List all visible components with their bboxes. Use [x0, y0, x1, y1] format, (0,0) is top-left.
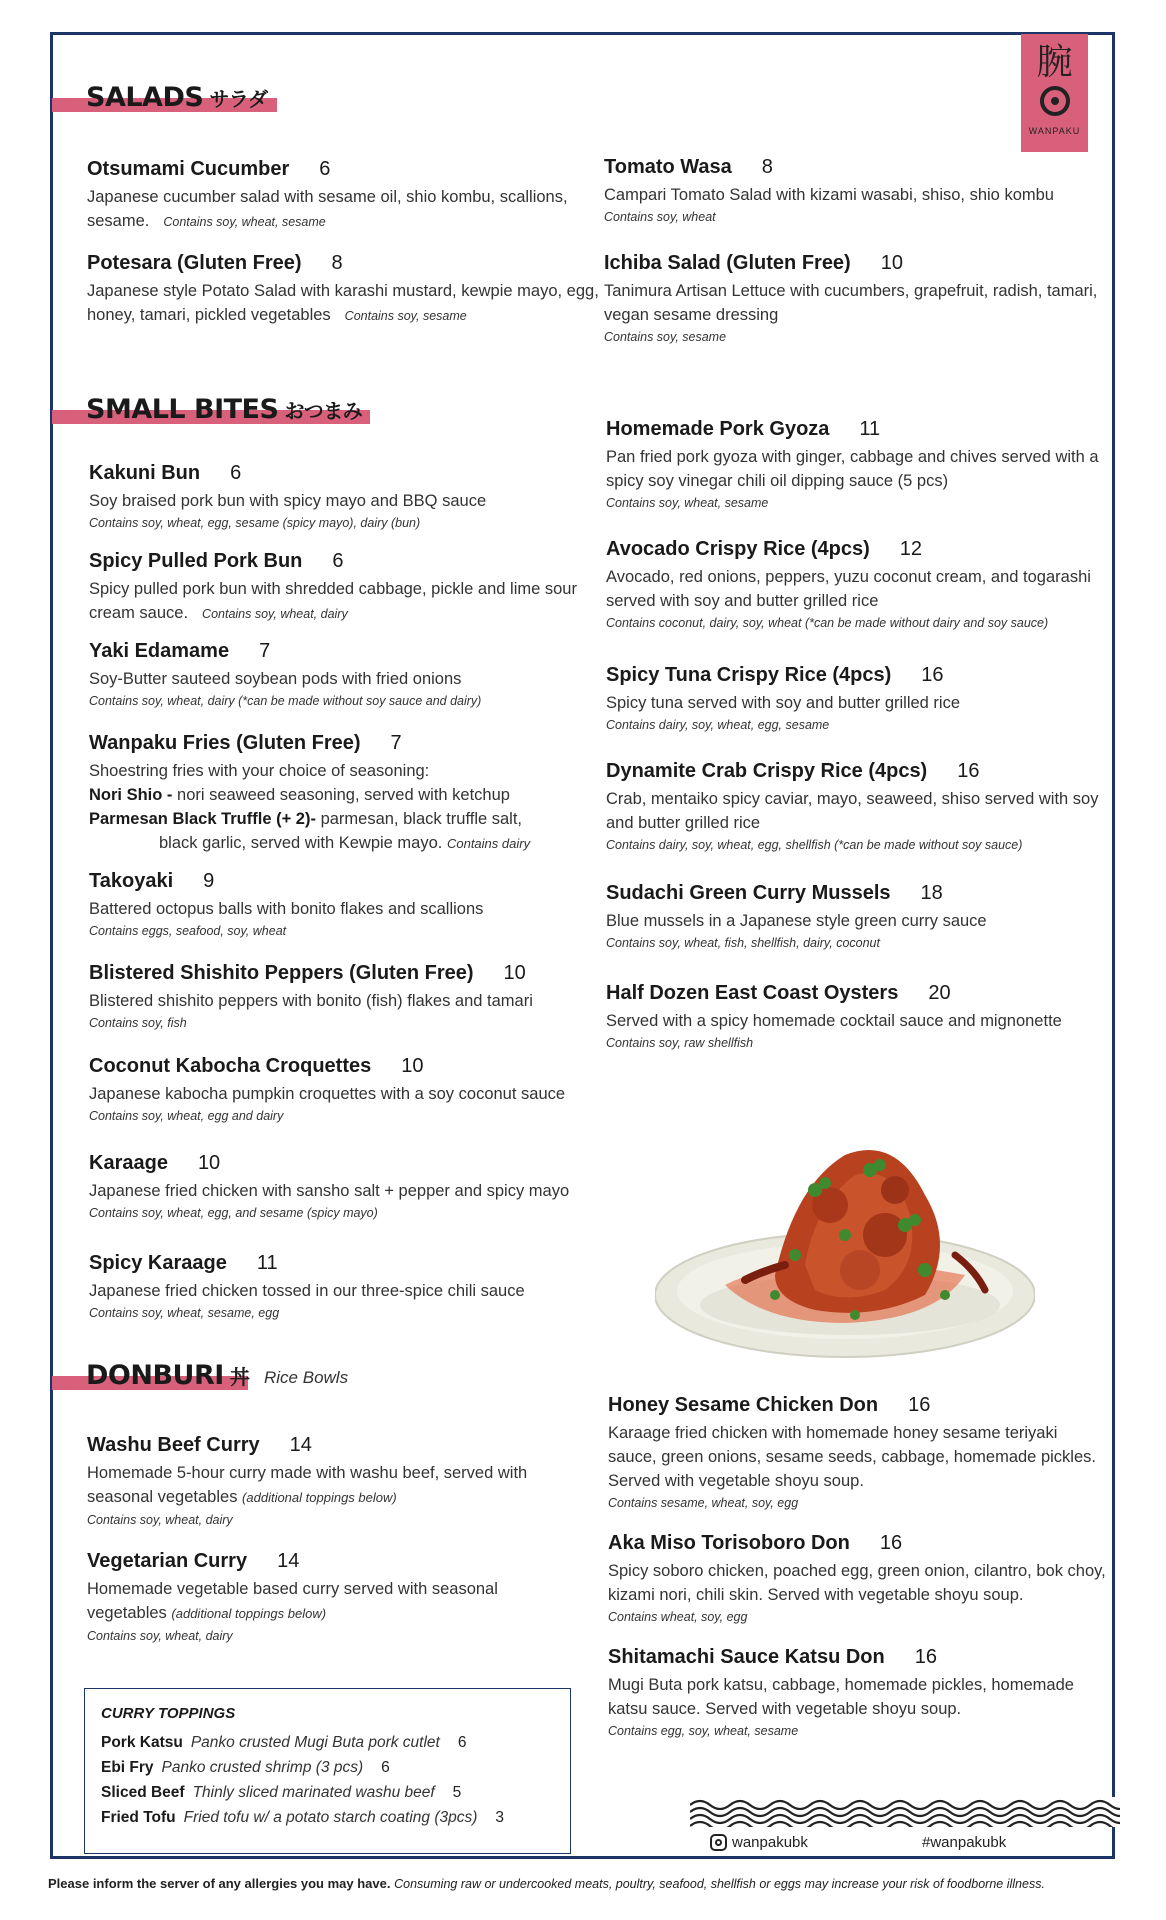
item-price: 8: [331, 252, 343, 274]
menu-item: [604, 156, 1124, 227]
item-note: (additional toppings below): [242, 1490, 397, 1505]
fries-option-name: Nori Shio -: [89, 786, 173, 804]
item-allergy: Contains dairy: [446, 836, 531, 851]
topping-row: Pork Katsu Panko crusted Mugi Buta pork cutlet 6: [101, 1734, 467, 1751]
instagram-handle[interactable]: [710, 1834, 808, 1851]
menu-item: [608, 1646, 1108, 1741]
item-price: 6: [332, 550, 344, 572]
hashtag: #wanpakubk: [922, 1834, 1007, 1851]
menu-item: [606, 760, 1111, 855]
item-desc: Spicy tuna served with soy and butter grilled rice: [606, 694, 961, 712]
item-price: 16: [914, 1646, 937, 1668]
item-allergy: Contains soy, raw shellfish: [606, 1036, 754, 1050]
item-price: 16: [908, 1394, 931, 1416]
logo-circle-icon: [1040, 86, 1070, 116]
item-price: 11: [256, 1252, 278, 1274]
donburi-header: [52, 1360, 452, 1394]
item-allergy: Contains soy, sesame: [604, 330, 727, 344]
item-name: Half Dozen East Coast Oysters: [606, 982, 899, 1004]
item-note: (additional toppings below): [171, 1606, 327, 1621]
item-desc: Shoestring fries with your choice of seasoning:: [89, 762, 430, 780]
item-price: 14: [289, 1434, 312, 1456]
menu-item: [608, 1532, 1108, 1627]
item-allergy: Contains sesame, wheat, soy, egg: [608, 1496, 799, 1510]
item-desc: Spicy soboro chicken, poached egg, green onion, cilantro, bok choy, kizami nori, chili skin. Served with vegetable shoyu soup.: [608, 1562, 1106, 1604]
menu-item: [89, 462, 609, 533]
small-bites-title: SMALL BITES おつまみ: [86, 394, 363, 425]
item-name: Aka Miso Torisoboro Don: [608, 1532, 850, 1554]
item-name: Otsumami Cucumber: [87, 158, 290, 180]
item-desc: Tanimura Artisan Lettuce with cucumbers, grapefruit, radish, tamari, vegan sesame dressing: [604, 282, 1098, 324]
item-allergy: Contains soy, wheat, dairy: [87, 1513, 233, 1527]
item-price: 16: [879, 1532, 903, 1554]
disclaimer-bold: Please inform the server of any allergies you may have.: [48, 1876, 391, 1891]
item-name: Takoyaki: [89, 870, 174, 892]
item-price: 10: [503, 962, 526, 984]
small-bites-header: [52, 394, 382, 428]
menu-item: [606, 664, 1111, 735]
item-price: 18: [920, 882, 943, 904]
item-price: 16: [921, 664, 944, 686]
item-desc: Japanese kabocha pumpkin croquettes with a soy coconut sauce: [89, 1085, 566, 1103]
item-price: 20: [928, 982, 951, 1004]
item-desc: Japanese cucumber salad with sesame oil, shio kombu, scallions, sesame.: [87, 188, 568, 230]
item-allergy: Contains soy, wheat, egg and dairy: [89, 1109, 284, 1123]
item-price: 10: [197, 1152, 221, 1174]
item-allergy: Contains soy, wheat, sesame, egg: [89, 1306, 280, 1320]
topping-row: Ebi Fry Panko crusted shrimp (3 pcs) 6: [101, 1759, 390, 1776]
fries-option-desc: nori seaweed seasoning, served with ketchup: [177, 786, 510, 804]
item-desc: Blue mussels in a Japanese style green curry sauce: [606, 912, 987, 930]
item-allergy: Contains soy, wheat, egg, and sesame (spicy mayo): [89, 1206, 378, 1220]
menu-item: [89, 640, 609, 711]
wave-pattern-decoration: [690, 1797, 1120, 1827]
item-price: 14: [277, 1550, 300, 1572]
item-allergy: Contains soy, wheat, dairy (*can be made without soy sauce and dairy): [89, 694, 482, 708]
allergy-disclaimer: [48, 1876, 1045, 1891]
item-price: 9: [203, 870, 215, 892]
item-desc: Japanese fried chicken tossed in our three-spice chili sauce: [89, 1282, 525, 1300]
item-price: 12: [899, 538, 923, 560]
item-name: Shitamachi Sauce Katsu Don: [608, 1646, 885, 1668]
item-desc: Campari Tomato Salad with kizami wasabi, shiso, shio kombu: [604, 186, 1054, 204]
logo-brand: WANPAKU: [1028, 126, 1081, 136]
item-name: Spicy Pulled Pork Bun: [89, 550, 303, 572]
item-name: Blistered Shishito Peppers (Gluten Free): [89, 962, 474, 984]
instagram-icon: [710, 1834, 727, 1851]
donburi-subtitle: Rice Bowls: [264, 1368, 349, 1387]
item-desc: Pan fried pork gyoza with ginger, cabbage and chives served with a spicy soy vinegar chili oil dipping sauce (5 pcs): [606, 448, 1099, 490]
item-price: 6: [230, 462, 242, 484]
item-name: Potesara (Gluten Free): [87, 252, 302, 274]
item-desc: Soy braised pork bun with spicy mayo and BBQ sauce: [89, 492, 487, 510]
item-allergy: Contains soy, wheat, dairy: [202, 607, 348, 621]
item-allergy: Contains eggs, seafood, soy, wheat: [89, 924, 287, 938]
item-desc: Soy-Butter sauteed soybean pods with fried onions: [89, 670, 462, 688]
item-name: Spicy Karaage: [89, 1252, 227, 1274]
item-desc: Crab, mentaiko spicy caviar, mayo, seaweed, shiso served with soy and butter grilled rice: [606, 790, 1099, 832]
item-name: Karaage: [89, 1152, 168, 1174]
menu-item: [89, 550, 599, 626]
item-desc: Japanese style Potato Salad with karashi mustard, kewpie mayo, egg, honey, tamari, pickled vegetables: [87, 282, 599, 324]
item-name: Homemade Pork Gyoza: [606, 418, 830, 440]
fries-option-desc: parmesan, black truffle salt,: [320, 810, 523, 828]
menu-item: [87, 252, 607, 328]
item-price: 7: [259, 640, 271, 662]
item-desc: Blistered shishito peppers with bonito (fish) flakes and tamari: [89, 992, 533, 1010]
item-allergy: Contains soy, wheat, sesame: [163, 215, 326, 229]
item-name: Sudachi Green Curry Mussels: [606, 882, 891, 904]
item-price: 11: [859, 418, 881, 440]
item-allergy: Contains soy, wheat, egg, sesame (spicy mayo), dairy (bun): [89, 516, 421, 530]
menu-item: [89, 732, 609, 856]
item-allergy: Contains coconut, dairy, soy, wheat (*can be made without dairy and soy sauce): [606, 616, 1049, 630]
menu-item: [606, 538, 1116, 633]
item-allergy: Contains egg, soy, wheat, sesame: [608, 1724, 799, 1738]
fries-option-desc: black garlic, served with Kewpie mayo.: [159, 834, 443, 852]
menu-item: [89, 962, 609, 1033]
item-name: Ichiba Salad (Gluten Free): [604, 252, 851, 274]
disclaimer-italic: Consuming raw or undercooked meats, poultry, seafood, shellfish or eggs may increase your risk of foodborne illness.: [394, 1877, 1045, 1891]
item-price: 16: [957, 760, 980, 782]
salads-title: SALADS サラダ: [86, 82, 268, 113]
item-desc: Karaage fried chicken with homemade honey sesame teriyaki sauce, green onions, sesame seeds, cabbage, homemade pickles. Served with vegetable shoyu soup.: [608, 1424, 1096, 1490]
menu-item: [606, 418, 1111, 513]
item-name: Yaki Edamame: [89, 640, 230, 662]
item-desc: Japanese fried chicken with sansho salt + pepper and spicy mayo: [89, 1182, 570, 1200]
item-desc: Served with a spicy homemade cocktail sauce and mignonette: [606, 1012, 1062, 1030]
item-allergy: Contains soy, wheat, dairy: [87, 1629, 233, 1643]
menu-item: [89, 870, 609, 941]
item-desc: Battered octopus balls with bonito flakes and scallions: [89, 900, 484, 918]
toppings-title: CURRY TOPPINGS: [101, 1705, 236, 1722]
item-name: Wanpaku Fries (Gluten Free): [89, 732, 361, 754]
menu-item: [87, 1550, 557, 1646]
donburi-title: DONBURI 丼: [86, 1360, 250, 1391]
item-allergy: Contains wheat, soy, egg: [608, 1610, 748, 1624]
item-desc: Spicy pulled pork bun with shredded cabbage, pickle and lime sour cream sauce.: [89, 580, 577, 622]
menu-item: [606, 982, 1111, 1053]
item-name: Spicy Tuna Crispy Rice (4pcs): [606, 664, 892, 686]
topping-row: Fried Tofu Fried tofu w/ a potato starch coating (3pcs) 3: [101, 1809, 505, 1826]
menu-item: [606, 882, 1111, 953]
logo-kanji: 腕: [1036, 42, 1073, 83]
item-name: Tomato Wasa: [604, 156, 732, 178]
item-name: Coconut Kabocha Croquettes: [89, 1055, 372, 1077]
item-desc: Avocado, red onions, peppers, yuzu coconut cream, and togarashi served with soy and butter grilled rice: [606, 568, 1091, 610]
item-price: 6: [319, 158, 331, 180]
item-allergy: Contains soy, wheat, fish, shellfish, dairy, coconut: [606, 936, 880, 950]
item-price: 8: [761, 156, 773, 178]
item-desc: Mugi Buta pork katsu, cabbage, homemade pickles, homemade katsu sauce. Served with vegetable shoyu soup.: [608, 1676, 1074, 1718]
instagram-text: wanpakubk: [732, 1834, 808, 1851]
menu-item: [89, 1152, 619, 1223]
item-name: Dynamite Crab Crispy Rice (4pcs): [606, 760, 928, 782]
item-allergy: Contains dairy, soy, wheat, egg, sesame: [606, 718, 830, 732]
item-price: 7: [390, 732, 402, 754]
item-name: Avocado Crispy Rice (4pcs): [606, 538, 870, 560]
item-desc: Homemade vegetable based curry served with seasonal vegetables: [87, 1580, 498, 1622]
item-allergy: Contains soy, wheat, sesame: [606, 496, 769, 510]
item-allergy: Contains soy, sesame: [344, 309, 467, 323]
fries-option-name: Parmesan Black Truffle (+ 2)-: [89, 810, 316, 828]
menu-item: [604, 252, 1124, 347]
karaage-plate-image: [655, 1095, 1035, 1365]
item-desc: Homemade 5-hour curry made with washu beef, served with seasonal vegetables: [87, 1464, 528, 1506]
item-allergy: Contains soy, wheat: [604, 210, 716, 224]
menu-item: [87, 158, 607, 234]
topping-row: Sliced Beef Thinly sliced marinated washu beef 5: [101, 1784, 462, 1801]
item-allergy: Contains dairy, soy, wheat, egg, shellfish (*can be made without soy sauce): [606, 838, 1023, 852]
item-name: Honey Sesame Chicken Don: [608, 1394, 879, 1416]
item-price: 10: [880, 252, 903, 274]
salads-header: [52, 82, 352, 116]
item-name: Washu Beef Curry: [87, 1434, 260, 1456]
curry-toppings-box: [84, 1688, 571, 1854]
item-name: Kakuni Bun: [89, 462, 201, 484]
item-price: 10: [401, 1055, 424, 1077]
menu-item: [89, 1252, 609, 1323]
menu-item: [89, 1055, 609, 1126]
menu-item: [608, 1394, 1108, 1513]
item-allergy: Contains soy, fish: [89, 1016, 187, 1030]
item-name: Vegetarian Curry: [87, 1550, 248, 1572]
wanpaku-logo: [1021, 34, 1088, 152]
menu-item: [87, 1434, 577, 1530]
